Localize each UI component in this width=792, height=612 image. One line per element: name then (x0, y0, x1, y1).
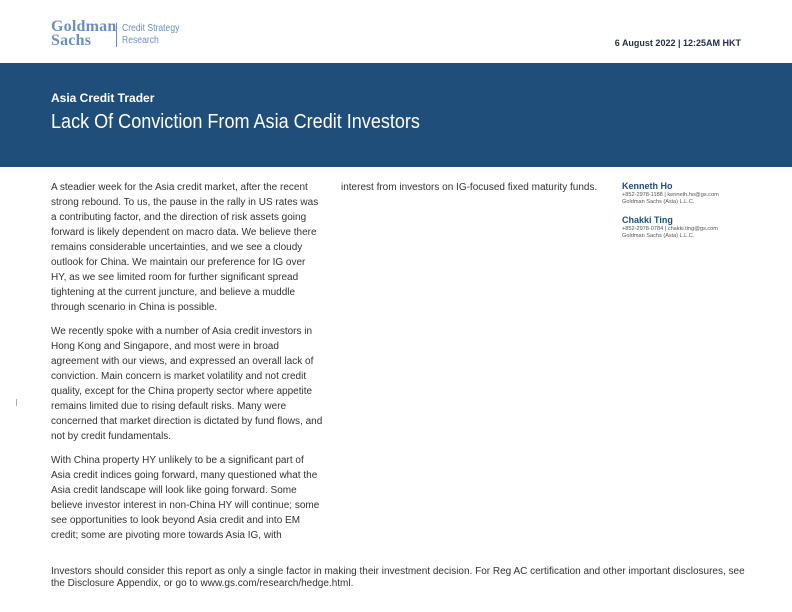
body-paragraph-3: With China property HY unlikely to be a significant part of Asia credit indices going forward, many questioned what the Asia credit landscape will look like going forward. Some believe investor interest in non-China HY will continue; some see opportunities to look beyond Asia credit and into EM credit; some are pivoting more towards Asia IG, with (51, 455, 320, 541)
author-card (622, 181, 752, 206)
unit-line-2: Research (122, 34, 159, 46)
report-date: 6 August 2022 | 12:25AM HKT (614, 38, 741, 48)
author-name: Kenneth Ho (622, 181, 673, 191)
author-name: Chakki Ting (622, 215, 673, 225)
unit-line-1: Credit Strategy (122, 22, 180, 34)
body-paragraph-1: A steadier week for the Asia credit market, after the recent strong rebound. To us, the pause in the rally in US rates was a contributing factor, and the direction of risk assets going forward is likely dependent on macro data. We believe there remains considerable uncertainties, and we see a cloudy outlook for China. We maintain our preference for IG over HY, as we see limited room for further significant spread tightening at the current juncture, and believe a muddle through scenario in China is possible. (51, 182, 319, 313)
title-banner (0, 63, 792, 167)
body-paragraph-2: We recently spoke with a number of Asia credit investors in Hong Kong and Singapore, and most were in broad agreement with our views, and expressed an overall lack of conviction. Main concern is market volatility and not credit quality, except for the China property sector where appetite remains limited due to rising default risks. Many were concerned that market direction is dictated by fund flows, and not by credit fundamentals. (51, 326, 323, 442)
author-contact[interactable]: +852-2978-0784 | chakki.ting@gs.com (622, 226, 718, 232)
author-contact[interactable]: +852-2978-1188 | kenneth.ho@gs.com (622, 192, 719, 198)
logo-divider (116, 23, 117, 47)
logo-line-2: Sachs (51, 32, 92, 49)
logo-wordmark (51, 20, 116, 48)
author-list (622, 181, 752, 249)
author-firm: Goldman Sachs (Asia) L.L.C. (622, 233, 695, 239)
report-title: Lack Of Conviction From Asia Credit Investors (51, 110, 420, 133)
research-unit-label (122, 22, 179, 46)
body-column-middle (341, 180, 606, 204)
margin-mark (16, 399, 17, 406)
body-column-left (51, 180, 323, 552)
author-firm: Goldman Sachs (Asia) L.L.C. (622, 199, 695, 205)
series-title: Asia Credit Trader (51, 91, 155, 105)
body-paragraph-continuation: interest from investors on IG-focused fixed maturity funds. (341, 182, 598, 193)
goldman-sachs-logo (51, 20, 191, 52)
author-card (622, 215, 752, 240)
disclosure-footer: Investors should consider this report as only a single factor in making their investment decision. For Reg AC certification and other important disclosures, see the Disclosure Appendix, or go to www.gs.com/research/hedge.html. (51, 566, 745, 589)
logo-line-1: Goldman (51, 18, 117, 35)
